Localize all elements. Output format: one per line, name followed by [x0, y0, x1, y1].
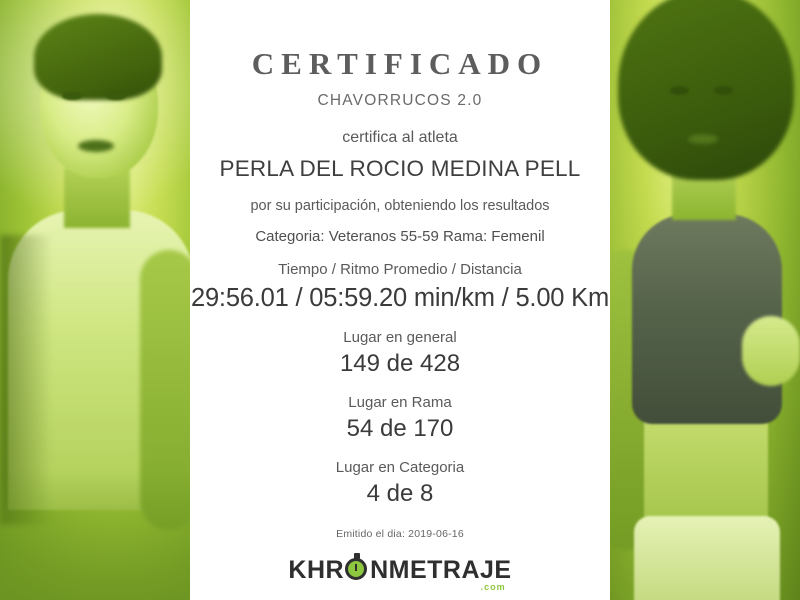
general-place-label: Lugar en general [343, 329, 457, 346]
right-photo-hair [618, 0, 794, 180]
general-place-value: 149 de 428 [339, 350, 461, 377]
logo-text-part2: N [370, 556, 389, 584]
certifies-line: certifica al atleta [342, 129, 458, 146]
left-photo-mouth [78, 140, 114, 152]
stopwatch-stem [354, 553, 360, 559]
left-runner-photo [0, 0, 190, 600]
right-photo-torso [644, 410, 768, 530]
stopwatch-hand [355, 564, 357, 571]
certificate-title: CERTIFICADO [251, 46, 549, 81]
right-photo-mouth [688, 134, 718, 144]
participation-line: por su participación, obteniendo los resultados [250, 198, 550, 214]
left-photo-bottom-fade [0, 470, 190, 600]
left-photo-eye-left [62, 92, 82, 100]
stopwatch-icon [344, 556, 370, 582]
logo-text-part1: KHR [288, 556, 345, 584]
khronometraje-logo [190, 556, 610, 592]
left-photo-hair [34, 14, 162, 100]
logo-domain-suffix: .com [480, 582, 506, 592]
category-line: Categoria: Veteranos 55-59 Rama: Femenil [255, 228, 545, 245]
rama-place-label: Lugar en Rama [348, 394, 452, 411]
category-place-value: 4 de 8 [366, 480, 434, 507]
right-photo-shorts [634, 516, 780, 600]
logo-wordmark [288, 556, 512, 592]
category-place-label: Lugar en Categoria [335, 459, 465, 476]
right-photo-eye-right [714, 86, 733, 95]
logo-text-part3: METRAJE [388, 556, 512, 584]
metrics-label: Tiempo / Ritmo Promedio / Distancia [278, 261, 522, 278]
athlete-name: PERLA DEL ROCIO MEDINA PELL [219, 156, 581, 181]
event-name: CHAVORRUCOS 2.0 [317, 92, 483, 109]
certificate-content [190, 0, 610, 600]
right-runner-photo [610, 0, 800, 600]
left-photo-eye-right [106, 92, 126, 100]
metrics-value: 29:56.01 / 05:59.20 min/km / 5.00 Km [190, 284, 610, 312]
right-photo-hand [742, 316, 800, 386]
rama-place-value: 54 de 170 [346, 415, 454, 442]
right-photo-eye-left [670, 86, 689, 95]
issued-date: Emitido el dia: 2019-06-16 [336, 528, 464, 540]
